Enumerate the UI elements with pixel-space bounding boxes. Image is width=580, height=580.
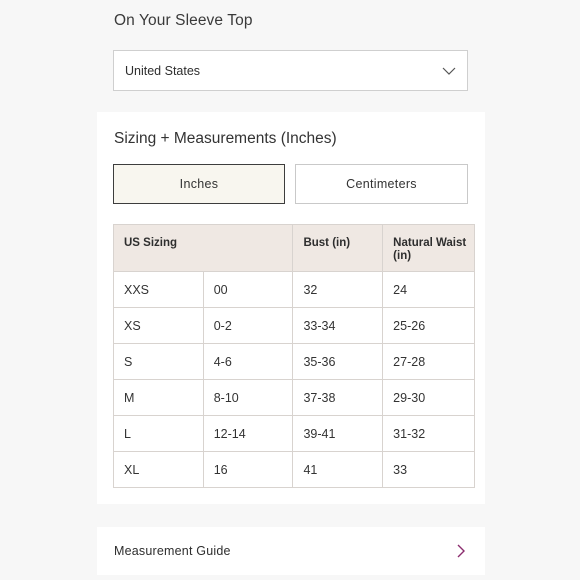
cell-size-label: L xyxy=(114,416,204,452)
country-select-value: United States xyxy=(125,63,201,78)
unit-toggle-centimeters[interactable]: Centimeters xyxy=(295,164,468,204)
cell-bust: 37-38 xyxy=(293,380,383,416)
header-natural-waist: Natural Waist (in) xyxy=(383,225,475,272)
cell-waist: 33 xyxy=(383,452,475,488)
chevron-right-icon xyxy=(455,544,467,558)
cell-us-size: 12-14 xyxy=(203,416,293,452)
chevron-down-icon xyxy=(442,64,456,78)
cell-bust: 32 xyxy=(293,272,383,308)
measurement-guide-label: Measurement Guide xyxy=(114,544,231,558)
table-row xyxy=(114,344,475,380)
measurement-guide-link[interactable] xyxy=(97,527,485,575)
cell-size-label: XXS xyxy=(114,272,204,308)
cell-size-label: S xyxy=(114,344,204,380)
table-row xyxy=(114,380,475,416)
table-row xyxy=(114,416,475,452)
table-header-row xyxy=(114,225,475,272)
size-chart-table xyxy=(113,224,475,488)
table-row xyxy=(114,452,475,488)
cell-waist: 25-26 xyxy=(383,308,475,344)
cell-us-size: 16 xyxy=(203,452,293,488)
cell-waist: 31-32 xyxy=(383,416,475,452)
unit-toggle-inches[interactable]: Inches xyxy=(113,164,285,204)
cell-waist: 29-30 xyxy=(383,380,475,416)
header-us-sizing: US Sizing xyxy=(114,225,293,272)
product-title: On Your Sleeve Top xyxy=(114,12,253,29)
cell-waist: 24 xyxy=(383,272,475,308)
cell-us-size: 8-10 xyxy=(203,380,293,416)
cell-bust: 35-36 xyxy=(293,344,383,380)
cell-us-size: 4-6 xyxy=(203,344,293,380)
cell-size-label: XL xyxy=(114,452,204,488)
country-select[interactable] xyxy=(113,50,468,91)
header-bust: Bust (in) xyxy=(293,225,383,272)
sizing-section-title: Sizing + Measurements (Inches) xyxy=(114,130,337,147)
cell-bust: 33-34 xyxy=(293,308,383,344)
cell-bust: 39-41 xyxy=(293,416,383,452)
cell-size-label: M xyxy=(114,380,204,416)
table-row xyxy=(114,272,475,308)
cell-us-size: 0-2 xyxy=(203,308,293,344)
table-row xyxy=(114,308,475,344)
cell-bust: 41 xyxy=(293,452,383,488)
cell-waist: 27-28 xyxy=(383,344,475,380)
cell-us-size: 00 xyxy=(203,272,293,308)
cell-size-label: XS xyxy=(114,308,204,344)
